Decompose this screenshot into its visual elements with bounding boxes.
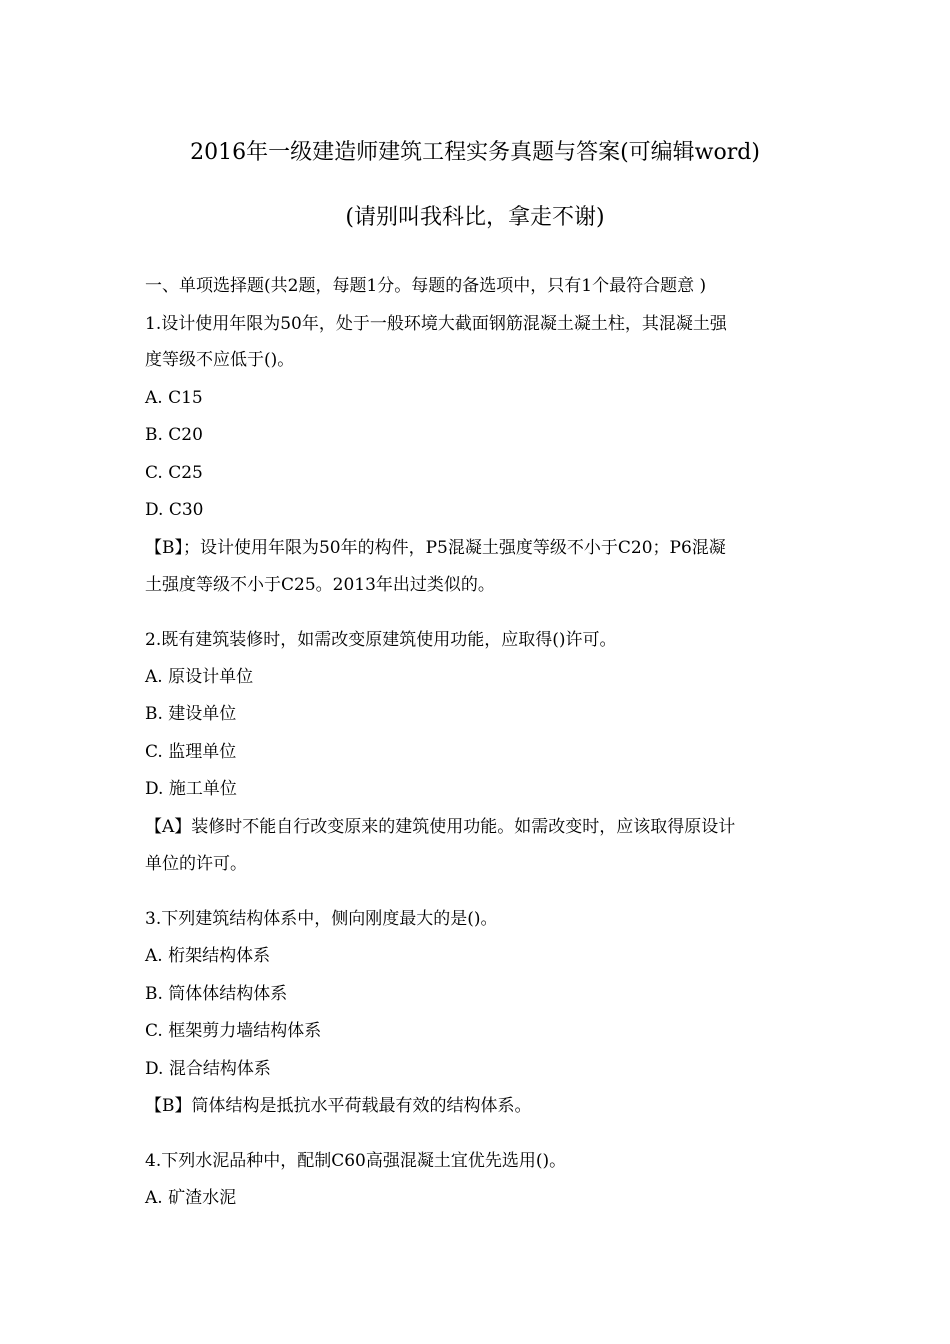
q3-option-b: B. 筒体体结构体系 bbox=[145, 984, 288, 1004]
q3-answer: 【B】筒体结构是抵抗水平荷载最有效的结构体系。 bbox=[145, 1096, 532, 1116]
q2-stem: 2.既有建筑装修时，如需改变原建筑使用功能，应取得()许可。 bbox=[145, 630, 617, 650]
q1-stem-line2: 度等级不应低于()。 bbox=[145, 350, 295, 370]
q4-stem: 4.下列水泥品种中，配制C60高强混凝土宜优先选用()。 bbox=[145, 1151, 567, 1171]
q1-stem-line1: 1.设计使用年限为50年，处于一般环境大截面钢筋混凝土凝土柱，其混凝土强 bbox=[145, 314, 727, 334]
q1-option-b: B. C20 bbox=[145, 425, 203, 445]
document-title: 2016年一级建造师建筑工程实务真题与答案(可编辑word) bbox=[190, 140, 760, 165]
section-heading: 一、单项选择题(共2题，每题1分。每题的备选项中，只有1个最符合题意 ) bbox=[145, 276, 707, 296]
q2-option-c: C. 监理单位 bbox=[145, 742, 237, 762]
document-subtitle: (请别叫我科比，拿走不谢) bbox=[345, 205, 605, 230]
q2-answer-line1: 【A】装修时不能自行改变原来的建筑使用功能。如需改变时，应该取得原设计 bbox=[145, 817, 736, 837]
q1-option-a: A. C15 bbox=[145, 388, 203, 408]
q1-option-d: D. C30 bbox=[145, 500, 204, 520]
q1-answer-line2: 土强度等级不小于C25。2013年出过类似的。 bbox=[145, 575, 495, 595]
q3-option-a: A. 桁架结构体系 bbox=[145, 946, 271, 966]
q4-option-a: A. 矿渣水泥 bbox=[145, 1188, 237, 1208]
q1-option-c: C. C25 bbox=[145, 463, 203, 483]
q3-stem: 3.下列建筑结构体系中，侧向刚度最大的是()。 bbox=[145, 909, 498, 929]
q2-option-b: B. 建设单位 bbox=[145, 704, 237, 724]
q3-option-c: C. 框架剪力墙结构体系 bbox=[145, 1021, 322, 1041]
q3-option-d: D. 混合结构体系 bbox=[145, 1059, 271, 1079]
q2-option-d: D. 施工单位 bbox=[145, 779, 237, 799]
q2-answer-line2: 单位的许可。 bbox=[145, 854, 247, 874]
q2-option-a: A. 原设计单位 bbox=[145, 667, 254, 687]
q1-answer-line1: 【B】；设计使用年限为50年的构件，P5混凝土强度等级不小于C20；P6混凝 bbox=[145, 538, 726, 558]
